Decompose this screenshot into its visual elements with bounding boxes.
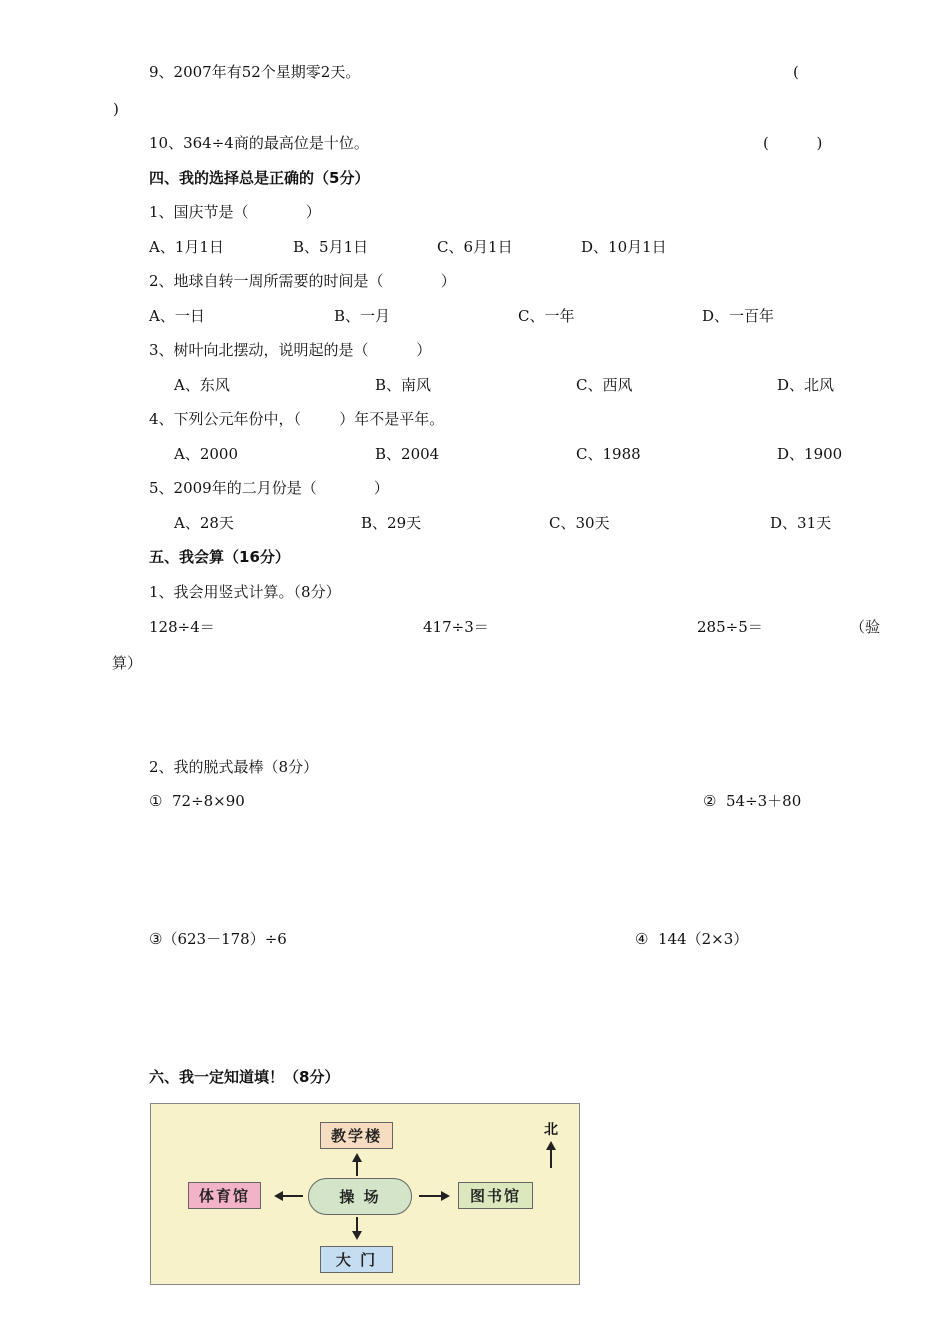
option-a: A、2000 xyxy=(174,445,239,463)
step-calc-item: ④ 144（2×3） xyxy=(635,930,749,948)
arrow-right-head xyxy=(441,1191,450,1201)
north-arrow-line xyxy=(550,1148,552,1168)
calc-item: 285÷5＝ xyxy=(697,618,763,636)
option-c: C、1988 xyxy=(576,445,641,463)
section4-title: 四、我的选择总是正确的（5分） xyxy=(149,169,370,187)
map-teaching-building: 教学楼 xyxy=(320,1122,393,1149)
question-stem: 1、国庆节是（ ） xyxy=(149,203,321,221)
option-b: B、一月 xyxy=(334,307,391,325)
step-calc-item: ① 72÷8×90 xyxy=(149,792,245,810)
judge-q10: 10、364÷4商的最高位是十位。 xyxy=(149,134,369,152)
arrow-down-head xyxy=(352,1231,362,1240)
option-d: D、31天 xyxy=(770,514,832,532)
arrow-left-head xyxy=(274,1191,283,1201)
school-map xyxy=(150,1103,580,1285)
calc-item: 417÷3＝ xyxy=(423,618,489,636)
option-c: C、一年 xyxy=(518,307,575,325)
map-library: 图书馆 xyxy=(458,1182,533,1209)
arrow-down-line xyxy=(356,1217,358,1232)
option-c: C、30天 xyxy=(549,514,610,532)
option-a: A、1月1日 xyxy=(149,238,224,256)
option-b: B、2004 xyxy=(375,445,440,463)
question-stem: 4、下列公元年份中，（ ）年不是平年。 xyxy=(149,410,445,428)
option-a: A、东风 xyxy=(174,376,230,394)
section6-title: 六、我一定知道填！（8分） xyxy=(149,1068,340,1086)
calc-item: 128÷4＝ xyxy=(149,618,215,636)
option-c: C、6月1日 xyxy=(437,238,513,256)
option-b: B、29天 xyxy=(361,514,422,532)
judge-q9: 9、2007年有52个星期零2天。 xyxy=(149,63,361,81)
map-gym: 体育馆 xyxy=(188,1182,261,1209)
option-d: D、10月1日 xyxy=(581,238,667,256)
question-stem: 5、2009年的二月份是（ ） xyxy=(149,479,389,497)
option-c: C、西风 xyxy=(576,376,633,394)
option-d: D、一百年 xyxy=(702,307,775,325)
vertical-calc-title: 1、我会用竖式计算。（8分） xyxy=(149,583,341,601)
step-calc-item: ③（623－178）÷6 xyxy=(149,930,287,948)
north-arrow-icon xyxy=(546,1141,556,1150)
verify-note-close: 算） xyxy=(112,654,143,672)
arrow-right-line xyxy=(419,1195,441,1197)
verify-note-open: （验 xyxy=(850,618,881,636)
option-a: A、一日 xyxy=(149,307,205,325)
option-a: A、28天 xyxy=(174,514,234,532)
judge-q9-paren-open: ( xyxy=(793,63,799,81)
section5-title: 五、我会算（16分） xyxy=(149,548,290,566)
arrow-up-line xyxy=(356,1161,358,1176)
option-d: D、1900 xyxy=(777,445,843,463)
option-b: B、5月1日 xyxy=(293,238,369,256)
arrow-left-line xyxy=(283,1195,303,1197)
judge-q9-paren-close: ) xyxy=(113,100,119,118)
question-stem: 3、树叶向北摆动，说明起的是（ ） xyxy=(149,341,432,359)
step-calc-title: 2、我的脱式最棒（8分） xyxy=(149,758,319,776)
question-stem: 2、地球自转一周所需要的时间是（ ） xyxy=(149,272,456,290)
map-playground: 操 场 xyxy=(308,1178,412,1215)
map-gate: 大 门 xyxy=(320,1246,393,1273)
arrow-up-head xyxy=(352,1153,362,1162)
step-calc-item: ② 54÷3＋80 xyxy=(703,792,802,810)
option-b: B、南风 xyxy=(375,376,432,394)
option-d: D、北风 xyxy=(777,376,835,394)
north-label: 北 xyxy=(544,1122,558,1138)
judge-q10-paren: ( ) xyxy=(763,134,823,152)
